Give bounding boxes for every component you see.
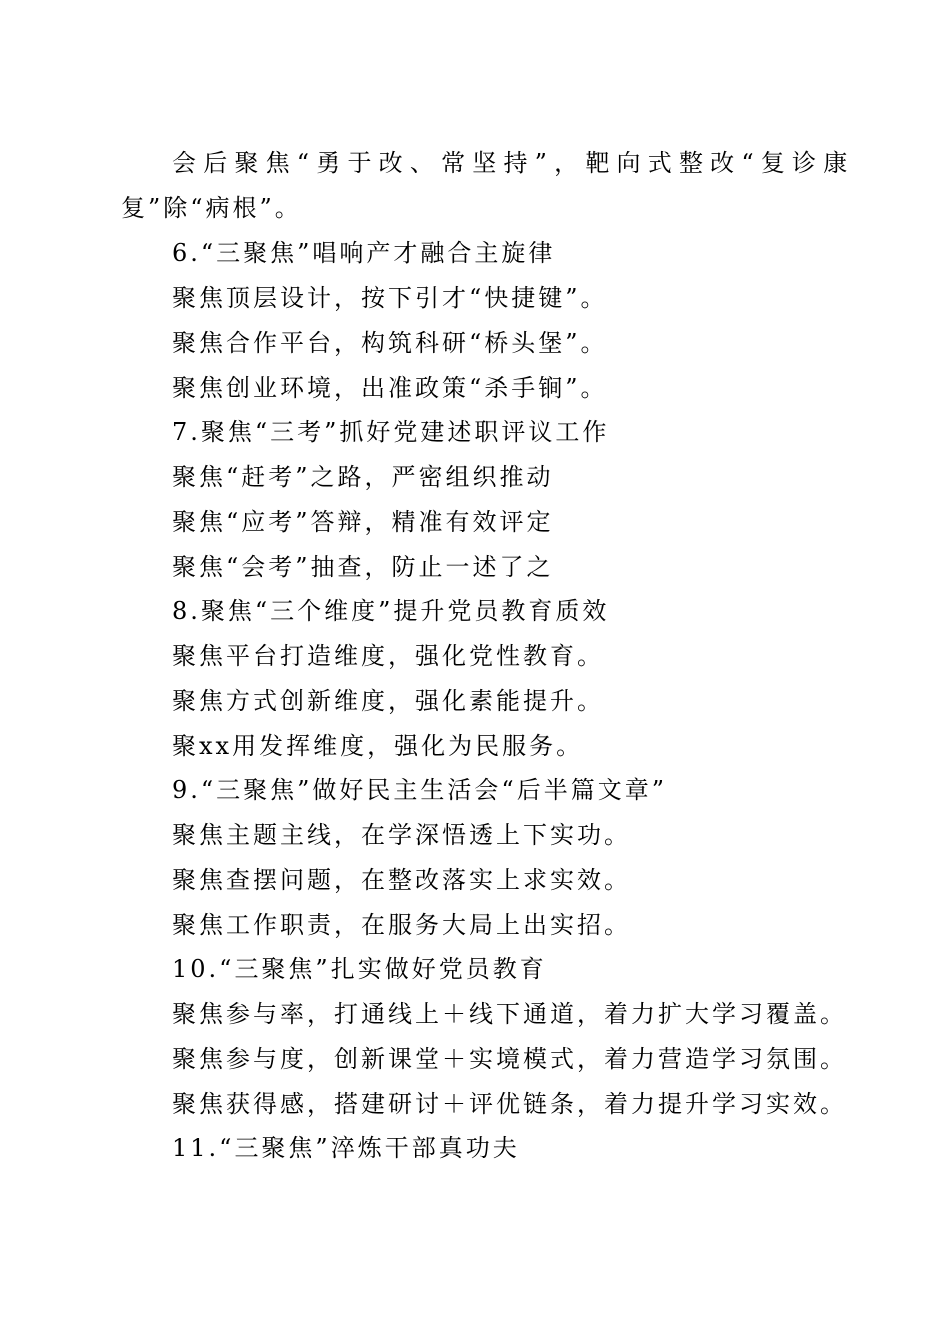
section-heading: 6.“三聚焦”唱响产才融合主旋律 xyxy=(172,239,556,267)
section-heading: 10.“三聚焦”扎实做好党员教育 xyxy=(172,955,547,983)
paragraph-line: 聚焦创业环境，出准政策“杀手锏”。 xyxy=(172,374,608,402)
paragraph-line: 复”除“病根”。 xyxy=(121,194,302,222)
paragraph-line: 聚焦参与率，打通线上＋线下通道，着力扩大学习覆盖。 xyxy=(172,1000,847,1028)
paragraph-line: 聚焦平台打造维度，强化党性教育。 xyxy=(172,642,604,670)
paragraph-line: 聚焦查摆问题，在整改落实上求实效。 xyxy=(172,866,631,894)
paragraph-line: 聚xx用发挥维度，强化为民服务。 xyxy=(172,732,584,760)
paragraph-line: 会后聚焦“勇于改、常坚持”，靶向式整改“复诊康 xyxy=(172,149,855,177)
paragraph-line: 聚焦顶层设计，按下引才“快捷键”。 xyxy=(172,284,608,312)
paragraph-line: 聚焦主题主线，在学深悟透上下实功。 xyxy=(172,821,631,849)
paragraph-line: 聚焦获得感，搭建研讨＋评优链条，着力提升学习实效。 xyxy=(172,1090,847,1118)
paragraph-line: 聚焦“赶考”之路，严密组织推动 xyxy=(172,463,554,491)
section-heading: 9.“三聚焦”做好民主生活会“后半篇文章” xyxy=(172,776,667,804)
paragraph-line: 聚焦“会考”抽查，防止一述了之 xyxy=(172,553,554,581)
paragraph-line: 聚焦“应考”答辩，精准有效评定 xyxy=(172,508,554,536)
paragraph-line: 聚焦工作职责，在服务大局上出实招。 xyxy=(172,911,631,939)
section-heading: 8.聚焦“三个维度”提升党员教育质效 xyxy=(172,597,610,625)
paragraph-line: 聚焦方式创新维度，强化素能提升。 xyxy=(172,687,604,715)
section-heading: 7.聚焦“三考”抓好党建述职评议工作 xyxy=(172,418,610,446)
paragraph-line: 聚焦合作平台，构筑科研“桥头堡”。 xyxy=(172,329,608,357)
paragraph-line: 聚焦参与度，创新课堂＋实境模式，着力营造学习氛围。 xyxy=(172,1045,847,1073)
section-heading: 11.“三聚焦”淬炼干部真功夫 xyxy=(172,1134,520,1162)
